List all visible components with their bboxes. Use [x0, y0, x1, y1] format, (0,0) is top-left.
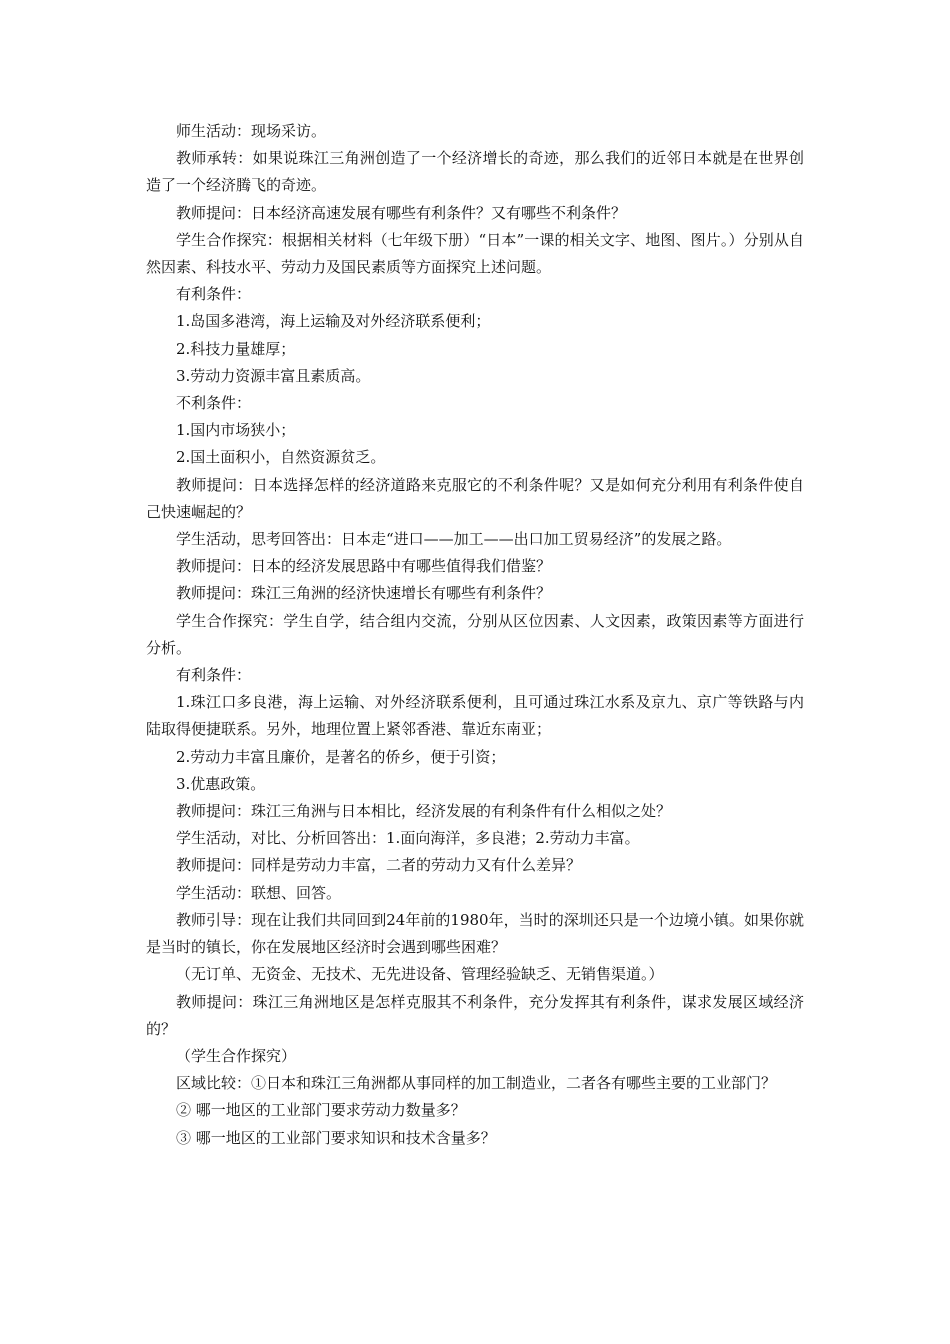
paragraph-question-japan-conditions: 教师提问：日本经济高速发展有哪些有利条件？又有哪些不利条件？: [176, 203, 627, 222]
paragraph-question-overcome: 教师提问：珠江三角洲地区是怎样克服其不利条件，充分发挥其有利条件，谋求发展区域经济的？: [146, 992, 804, 1038]
paragraph-question-japan-road: 教师提问：日本选择怎样的经济道路来克服它的不利条件呢？又是如何充分利用有利条件使自己快速崛起的？: [146, 475, 804, 521]
paragraph-favorable-heading-prd: 有利条件：: [176, 666, 252, 685]
list-item: 1.国内市场狭小；: [176, 421, 296, 440]
list-item: 3.优惠政策。: [176, 774, 266, 793]
list-item: 1.岛国多港湾，海上运输及对外经济联系便利；: [176, 312, 491, 331]
list-item: 2.科技力量雄厚；: [176, 339, 296, 358]
list-item: ② 哪一地区的工业部门要求劳动力数量多？: [176, 1101, 466, 1120]
paragraph-question-labor-difference: 教师提问：同样是劳动力丰富，二者的劳动力又有什么差异？: [176, 856, 582, 875]
list-item: ③ 哪一地区的工业部门要求知识和技术含量多？: [176, 1128, 496, 1147]
paragraph-favorable-heading: 有利条件：: [176, 285, 252, 304]
paragraph-question-prd-conditions: 教师提问：珠江三角洲的经济快速增长有哪些有利条件？: [176, 584, 552, 603]
paragraph-student-inquiry-japan: 学生合作探究：根据相关材料（七年级下册）“日本”一课的相关文字、地图、图片。）分别从自然因素、科技水平、劳动力及国民素质等方面探究上述问题。: [146, 230, 804, 277]
list-item: 3.劳动力资源丰富且素质高。: [176, 366, 371, 385]
paragraph-question-lessons: 教师提问：日本的经济发展思路中有哪些值得我们借鉴？: [176, 557, 552, 576]
paragraph-student-inquiry-prd: 学生合作探究：学生自学，结合组内交流，分别从区位因素、人文因素，政策因素等方面进行分析。: [146, 611, 804, 657]
paragraph-teacher-transition: 教师承转：如果说珠江三角洲创造了一个经济增长的奇迹，那么我们的近邻日本就是在世界创造了一个经济腾飞的奇迹。: [146, 149, 804, 195]
paragraph-teacher-guide-shenzhen: 教师引导：现在让我们共同回到24年前的1980年，当时的深圳还只是一个边境小镇。如果你就是当时的镇长，你在发展地区经济时会遇到哪些困难？: [146, 910, 804, 957]
list-item: 2.国土面积小，自然资源贫乏。: [176, 448, 386, 467]
paragraph-student-activity-associate: 学生活动：联想、回答。: [176, 883, 342, 902]
paragraph-student-answer-similarities: 学生活动，对比、分析回答出：1.面向海洋，多良港；2.劳动力丰富。: [176, 829, 640, 848]
list-item: 2.劳动力丰富且廉价，是著名的侨乡，便于引资；: [176, 747, 506, 766]
list-item: 1.珠江口多良港，海上运输、对外经济联系便利，且可通过珠江水系及京九、京广等铁路与内陆取得便捷联系。另外，地理位置上紧邻香港、靠近东南亚；: [146, 693, 804, 739]
paragraph-question-similarities: 教师提问：珠江三角洲与日本相比，经济发展的有利条件有什么相似之处？: [176, 802, 672, 821]
paragraph-student-answer-japan: 学生活动，思考回答出：日本走“进口——加工——出口加工贸易经济”的发展之路。: [176, 530, 732, 549]
paragraph-teacher-student-activity: 师生活动：现场采访。: [176, 122, 327, 140]
document-page: [146, 118, 804, 1152]
paragraph-student-cooperative-inquiry: （学生合作探究）: [176, 1046, 297, 1065]
paragraph-difficulties-list: （无订单、无资金、无技术、无先进设备、管理经验缺乏、无销售渠道。）: [176, 965, 664, 984]
paragraph-regional-comparison: 区域比较：①日本和珠江三角洲都从事同样的加工制造业，二者各有哪些主要的工业部门？: [176, 1074, 777, 1093]
paragraph-unfavorable-heading: 不利条件：: [176, 394, 252, 413]
